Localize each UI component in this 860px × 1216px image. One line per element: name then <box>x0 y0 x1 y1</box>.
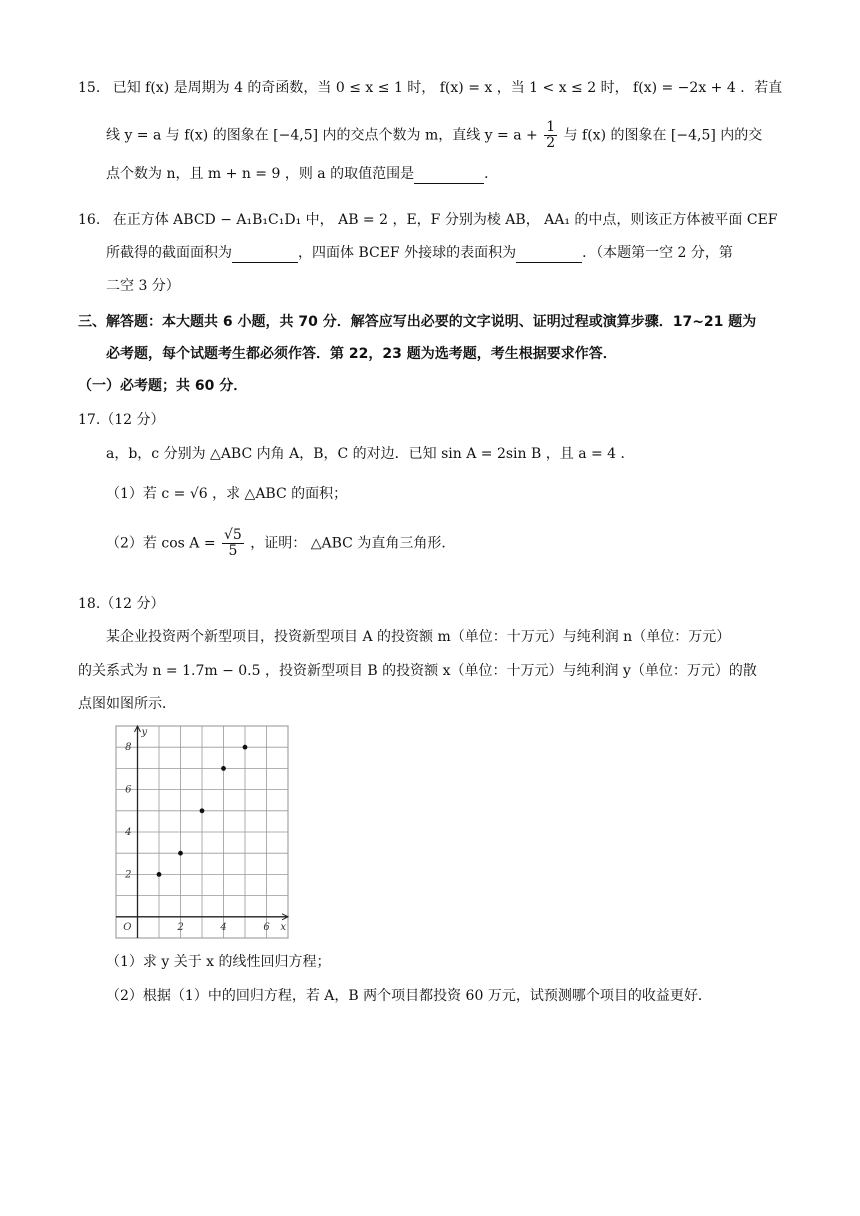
q17-sub1: （1）若 c = √6 ，求 △ABC 的面积； <box>106 486 348 502</box>
q17-fraction-cos <box>222 528 244 559</box>
q15-line1 <box>78 78 782 98</box>
x-tick-label: 2 <box>177 921 184 933</box>
q16-text-line2-mid: ，四面体 BCEF 外接球的表面积为 <box>298 245 517 261</box>
section3-line1: 三、解答题：本大题共 6 小题，共 70 分．解答应写出必要的文字说明、证明过程或演算步骤．17~21 题为 <box>78 314 757 330</box>
q16-number: 16. <box>78 212 101 228</box>
q17-sub2-pre: （2）若 cos A = <box>106 535 216 552</box>
q16-answer-blank-2[interactable] <box>516 248 582 263</box>
q15-answer-blank[interactable] <box>414 169 484 184</box>
q18-header: 18.（12 分） <box>78 596 165 612</box>
q15-text-line1: 已知 f(x) 是周期为 4 的奇函数，当 0 ≤ x ≤ 1 时， f(x) = x ，当 1 < x ≤ 2 时， f(x) = −2x + 4 ．若直 <box>112 80 783 96</box>
q15-text-line2-pre: 线 y = a 与 f(x) 的图象在 [−4,5] 内的交点个数为 m，直线 y = a + <box>106 127 538 144</box>
q17-frac-den: 5 <box>228 543 238 559</box>
q15-number: 15. <box>78 80 101 96</box>
x-axis-label: x <box>280 921 286 933</box>
q17-frac-num: √5 <box>224 527 242 543</box>
y-axis-label: y <box>141 727 148 738</box>
q15-frac-den: 2 <box>546 135 556 151</box>
q18-sub1: （1）求 y 关于 x 的线性回归方程； <box>106 954 331 970</box>
q16-line2 <box>106 243 733 263</box>
q16-text-line1: 在正方体 ABCD − A₁B₁C₁D₁ 中， AB = 2 ，E，F 分别为棱 AB， AA₁ 的中点，则该正方体被平面 CEF <box>112 212 778 228</box>
q15-text-line2-post: 与 f(x) 的图象在 [−4,5] 内的交 <box>563 127 763 144</box>
q16-line1 <box>78 210 778 230</box>
x-tick-label: 4 <box>220 921 227 933</box>
q18-paragraph-line1: 某企业投资两个新型项目，投资新型项目 A 的投资额 m（单位：十万元）与纯利润 n（单位：万元） <box>106 629 731 645</box>
section3-line2: 必考题，每个试题考生都必须作答．第 22，23 题为选考题，考生根据要求作答． <box>106 346 617 362</box>
y-tick-label: 8 <box>125 742 132 754</box>
q17-header: 17.（12 分） <box>78 412 165 428</box>
q17-sub2-post: ，证明： △ABC 为直角三角形． <box>250 535 456 552</box>
y-tick-label: 6 <box>125 784 132 796</box>
data-point <box>157 872 162 877</box>
q16-line3 <box>106 276 180 296</box>
q15-text-line3: 点个数为 n，且 m + n = 9 ，则 a 的取值范围是 <box>106 166 415 182</box>
data-point <box>221 766 226 771</box>
data-point <box>200 808 205 813</box>
q15-line3 <box>106 164 498 184</box>
q16-text-line2-post: ．（本题第一空 2 分，第 <box>582 245 733 261</box>
chart-labels <box>123 727 286 933</box>
y-tick-label: 4 <box>125 827 132 838</box>
q18-sub2: （2）根据（1）中的回归方程，若 A，B 两个项目都投资 60 万元，试预测哪个项目的收益更好． <box>106 988 712 1004</box>
data-point <box>243 745 248 750</box>
q15-fraction-half <box>544 120 557 151</box>
q17-sub2 <box>106 528 455 559</box>
q18-paragraph-line3: 点图如图所示． <box>78 696 176 712</box>
y-tick-label: 2 <box>125 869 132 881</box>
q18-paragraph-line2: 的关系式为 n = 1.7m − 0.5 ，投资新型项目 B 的投资额 x（单位：十万元）与纯利润 y（单位：万元）的散 <box>78 663 757 679</box>
scatter-plot <box>112 722 292 942</box>
part1-heading: （一）必考题；共 60 分． <box>78 378 248 394</box>
origin-label: O <box>123 921 132 933</box>
q15-text-line3-end: ． <box>484 166 499 182</box>
chart-grid <box>116 726 288 938</box>
q15-frac-num: 1 <box>546 119 556 135</box>
q16-answer-blank-1[interactable] <box>232 248 298 263</box>
q15-line2 <box>106 120 762 151</box>
q16-text-line2-pre: 所截得的截面面积为 <box>106 245 232 261</box>
data-point <box>178 851 183 856</box>
q16-text-line3: 二空 3 分） <box>106 278 180 294</box>
q17-stem: a，b，c 分别为 △ABC 内角 A，B，C 的对边．已知 sin A = 2sin B ，且 a = 4 ． <box>106 446 635 462</box>
x-tick-label: 6 <box>263 921 270 933</box>
